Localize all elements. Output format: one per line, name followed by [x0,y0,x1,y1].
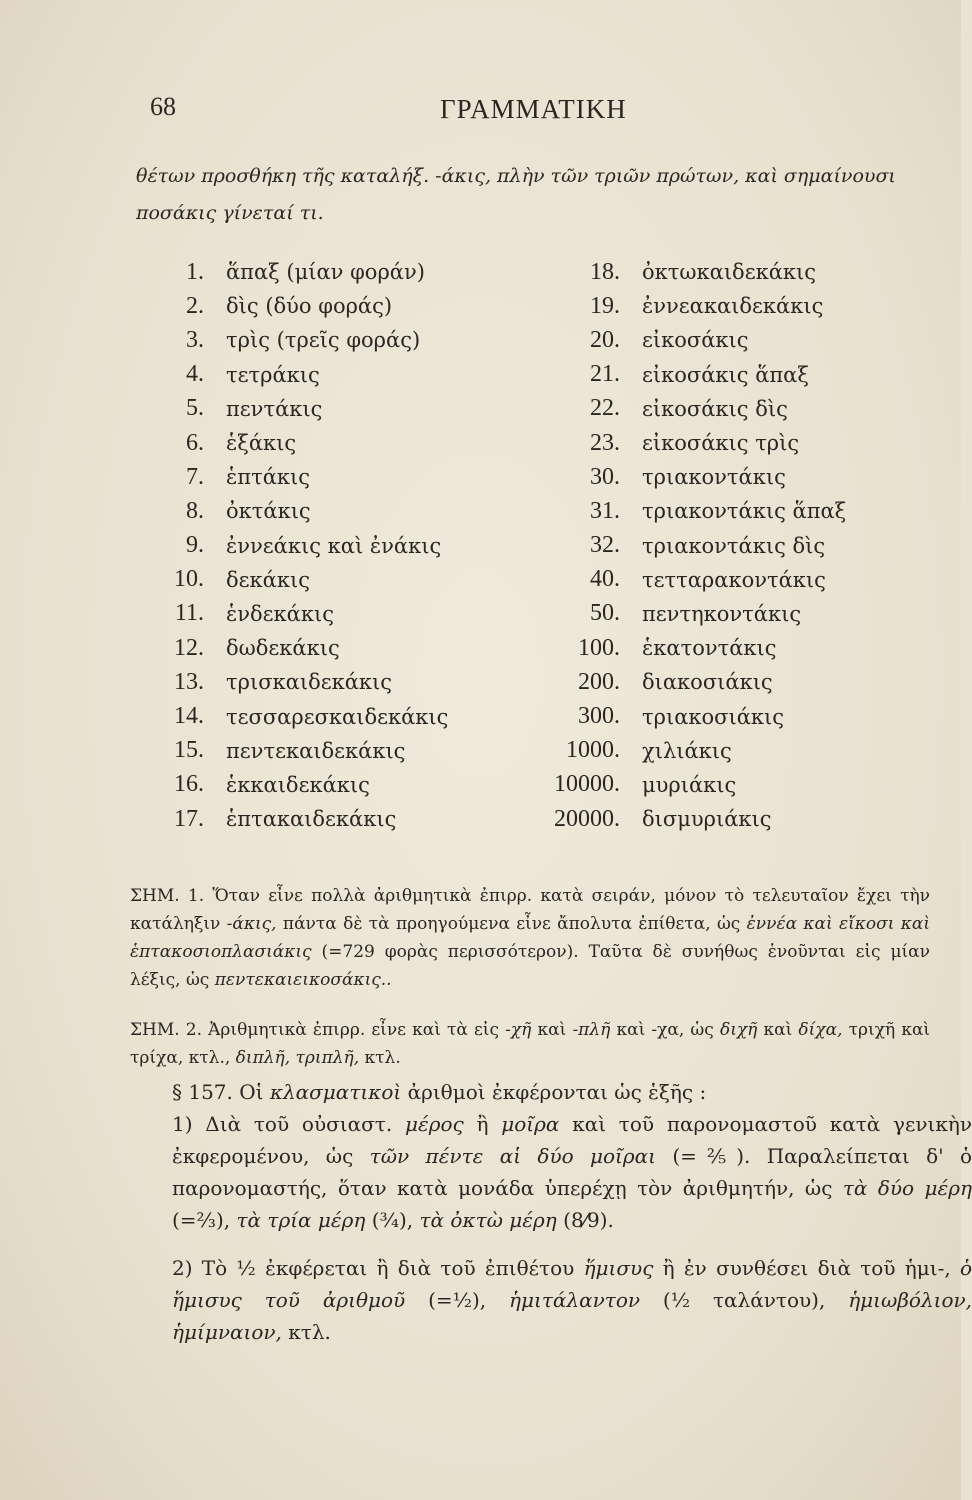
note-italic: -άκις, [226,914,277,934]
list-number: 300. [578,703,620,730]
list-word: τριακοντάκις ἅπαξ [642,499,847,524]
list-item [140,426,560,460]
list-number: 31. [590,497,620,524]
list-number: 100. [578,634,620,661]
list-number: 1. [186,258,204,285]
list-number: 20. [590,326,620,353]
list-number: 40. [590,566,620,593]
list-number: 14. [174,703,204,730]
list-item [140,665,560,699]
list-number: 17. [174,805,204,832]
list-item [140,323,560,357]
note-italic: -πλῆ [572,1020,611,1040]
list-word: ἑξάκις [226,431,297,456]
list-number: 16. [174,771,204,798]
list-word: πεντηκοντάκις [642,601,802,626]
note-italic: δίχα, [798,1020,843,1040]
note-text: καὶ [763,1020,793,1040]
section-157-heading [132,1076,972,1108]
list-item [500,699,930,733]
list-word: εἰκοσάκις [642,328,749,353]
list-number: 10. [174,566,204,593]
list-number: 23. [590,429,620,456]
list-word: δωδεκάκις [226,636,340,661]
list-word: ἑπτάκις [226,465,310,490]
section-italic: κλασματικοὶ [269,1080,402,1104]
list-word: ὀκτάκις [226,499,311,524]
list-word: τετράκις [226,362,320,387]
list-word: πεντεκαιδεκάκις [226,738,406,763]
list-number: 21. [590,361,620,388]
para-italic: ἥμισυς [583,1256,654,1280]
list-item [140,494,560,528]
list-item [140,768,560,802]
list-word: τετταρακοντάκις [642,567,826,592]
section-label: § 157. [172,1080,233,1104]
list-number: 13. [174,668,204,695]
list-item [500,563,930,597]
list-number: 32. [590,532,620,559]
note-italic: -χῆ [505,1020,532,1040]
paragraph-2 [132,1252,972,1348]
list-item [140,597,560,631]
para-text: 1) Διὰ τοῦ οὐσιαστ. [172,1112,393,1136]
list-item [140,699,560,733]
para-italic: τῶν πέντε αἱ δύο μοῖραι [369,1144,656,1168]
list-item [500,460,930,494]
list-word: δὶς (δύο φοράς) [226,294,393,319]
list-number: 15. [174,737,204,764]
adverb-list-left [140,255,560,836]
list-word: ἅπαξ (μίαν φοράν) [226,260,425,285]
list-item [140,631,560,665]
list-word: μυριάκις [642,772,737,797]
para-text: κτλ. [288,1320,331,1344]
list-word: εἰκοσάκις ἅπαξ [642,362,809,387]
list-item [500,631,930,665]
note-text: πάντα δὲ τὰ προηγούμενα εἶνε ἄπολυτα ἐπίθετα, ὡς [282,914,741,934]
list-item [140,563,560,597]
list-word: τεσσαρεσκαιδεκάκις [226,704,449,729]
list-word: ἑπτακαιδεκάκις [226,807,397,832]
note-text: τριχῆ καὶ τρίχα, κτλ., [130,1020,931,1068]
para-text: 2) Τὸ ½ ἐκφέρεται ἢ διὰ τοῦ ἐπιθέτου [172,1256,575,1280]
list-number: 2. [186,292,204,319]
note-italic: πεντεκαιεικοσάκις.. [214,970,392,990]
note-text: (=729 φορὰς περισσότερον). Ταῦτα δὲ συνήθως ἑνοῦνται εἰς μίαν λέξις, ὡς [130,942,930,990]
list-number: 10000. [554,771,620,798]
list-item [500,255,930,289]
list-item [500,802,930,836]
running-title: ΓΡΑΜΜΑΤΙΚΗ [440,94,627,124]
list-number: 4. [186,361,204,388]
list-word: ἑνδεκάκις [226,601,334,626]
list-item [500,358,930,392]
para-text: (=⅖). Παραλείπεται δ' ὁ παρονομαστής, ὅταν κατὰ μονάδα ὑπερέχῃ τὸν ἀριθμητήν, ὡς [172,1144,972,1200]
para-italic: τὰ τρία μέρη [236,1208,366,1232]
list-item [500,768,930,802]
list-item [140,289,560,323]
para-text: (=½), [428,1288,487,1312]
list-item [500,597,930,631]
adverb-list-right [500,255,930,836]
note-text: καὶ [537,1020,567,1040]
para-text: ἢ [476,1112,489,1136]
list-number: 9. [186,532,204,559]
note-text: κτλ. [364,1048,401,1068]
list-word: διακοσιάκις [642,670,773,695]
list-word: ἐννεάκις καὶ ἐνάκις [226,533,442,558]
list-word: τριακοντάκις [642,465,786,490]
note-text: καὶ -χα, ὡς [616,1020,714,1040]
intro-paragraph: θέτων προσθήκη τῆς καταλήξ. -άκις, πλὴν τῶν τριῶν πρώτων, καὶ σημαίνουσι ποσάκις γίνεταί τι. [136,165,896,224]
list-word: ὀκτωκαιδεκάκις [642,260,816,285]
para-italic: μοῖρα [501,1112,560,1136]
note-italic: διχῆ [719,1020,758,1040]
list-number: 50. [590,600,620,627]
list-item [140,802,560,836]
para-italic: ὁ ἥμισυς τοῦ ἀριθμοῦ [172,1256,972,1312]
note-label: ΣΗΜ. 2. [130,1020,203,1040]
list-number: 12. [174,634,204,661]
list-item [140,358,560,392]
list-number: 200. [578,668,620,695]
list-word: τριακοσιάκις [642,704,785,729]
list-number: 22. [590,395,620,422]
note-italic: ἐννέα καὶ εἴκοσι καὶ ἑπτακοσιοπλασιάκις [130,914,931,962]
list-item [500,289,930,323]
list-number: 11. [174,600,204,627]
list-item [140,255,560,289]
note-text: Ὅταν εἶνε πολλὰ ἀριθμητικὰ ἐπιρρ. κατὰ σειράν, μόνον τὸ τελευταῖον ἔχει τὴν κατάληξιν [130,886,930,934]
para-italic: τὰ ὀκτὼ μέρη [419,1208,557,1232]
list-item [500,494,930,528]
list-item [500,323,930,357]
list-number: 3. [186,326,204,353]
list-word: ἐννεακαιδεκάκις [642,294,824,319]
list-number: 5. [186,395,204,422]
para-text: (=⅔), [172,1208,231,1232]
list-item [500,426,930,460]
para-italic: ἡμιωβόλιον, ἡμίμναιον, [172,1288,972,1344]
note-text: Ἀριθμητικὰ ἐπιρρ. εἶνε καὶ τὰ εἰς [208,1020,499,1040]
list-word: εἰκοσάκις τρὶς [642,431,800,456]
list-item [140,734,560,768]
para-italic: μέρος [404,1112,464,1136]
para-text: ἢ ἐν συνθέσει διὰ τοῦ ἡμι-, [662,1256,951,1280]
list-word: δισμυριάκις [642,807,772,832]
list-word: πεντάκις [226,396,323,421]
list-word: εἰκοσάκις δὶς [642,396,788,421]
list-number: 18. [590,258,620,285]
para-text: (¾), [371,1208,414,1232]
list-number: 6. [186,429,204,456]
list-item [500,529,930,563]
list-number: 19. [590,292,620,319]
section-text: Οἱ [239,1080,264,1104]
list-word: τριακοντάκις δὶς [642,533,826,558]
list-word: τρισκαιδεκάκις [226,670,393,695]
list-item [140,392,560,426]
list-word: τρὶς (τρεῖς φοράς) [226,328,421,353]
note-2 [130,1016,930,1072]
paragraph-1 [132,1108,972,1236]
list-word: χιλιάκις [642,738,732,763]
section-text: ἀριθμοὶ ἐκφέρονται ὡς ἑξῆς : [407,1080,707,1104]
list-word: ἑκατοντάκις [642,636,777,661]
list-item [500,734,930,768]
list-item [500,392,930,426]
list-item [500,665,930,699]
list-item [140,529,560,563]
list-item [140,460,560,494]
note-1 [130,882,930,994]
para-text: (½ ταλάντου), [662,1288,826,1312]
para-text: (8⁄9). [563,1208,614,1232]
para-text: καὶ τοῦ παρονομαστοῦ κατὰ γενικὴν ἐκφερομένου, ὡς [172,1112,972,1168]
list-word: ἑκκαιδεκάκις [226,772,370,797]
note-label: ΣΗΜ. 1. [130,886,205,906]
list-word: δεκάκις [226,567,310,592]
list-number: 7. [186,463,204,490]
list-number: 1000. [566,737,620,764]
para-italic: τὰ δύο μέρη [842,1176,972,1200]
note-italic: διπλῆ, τριπλῆ, [235,1048,360,1068]
list-number: 8. [186,497,204,524]
page-number: 68 [150,92,176,121]
para-italic: ἡμιτάλαντον [509,1288,641,1312]
list-number: 20000. [554,805,620,832]
list-number: 30. [590,463,620,490]
